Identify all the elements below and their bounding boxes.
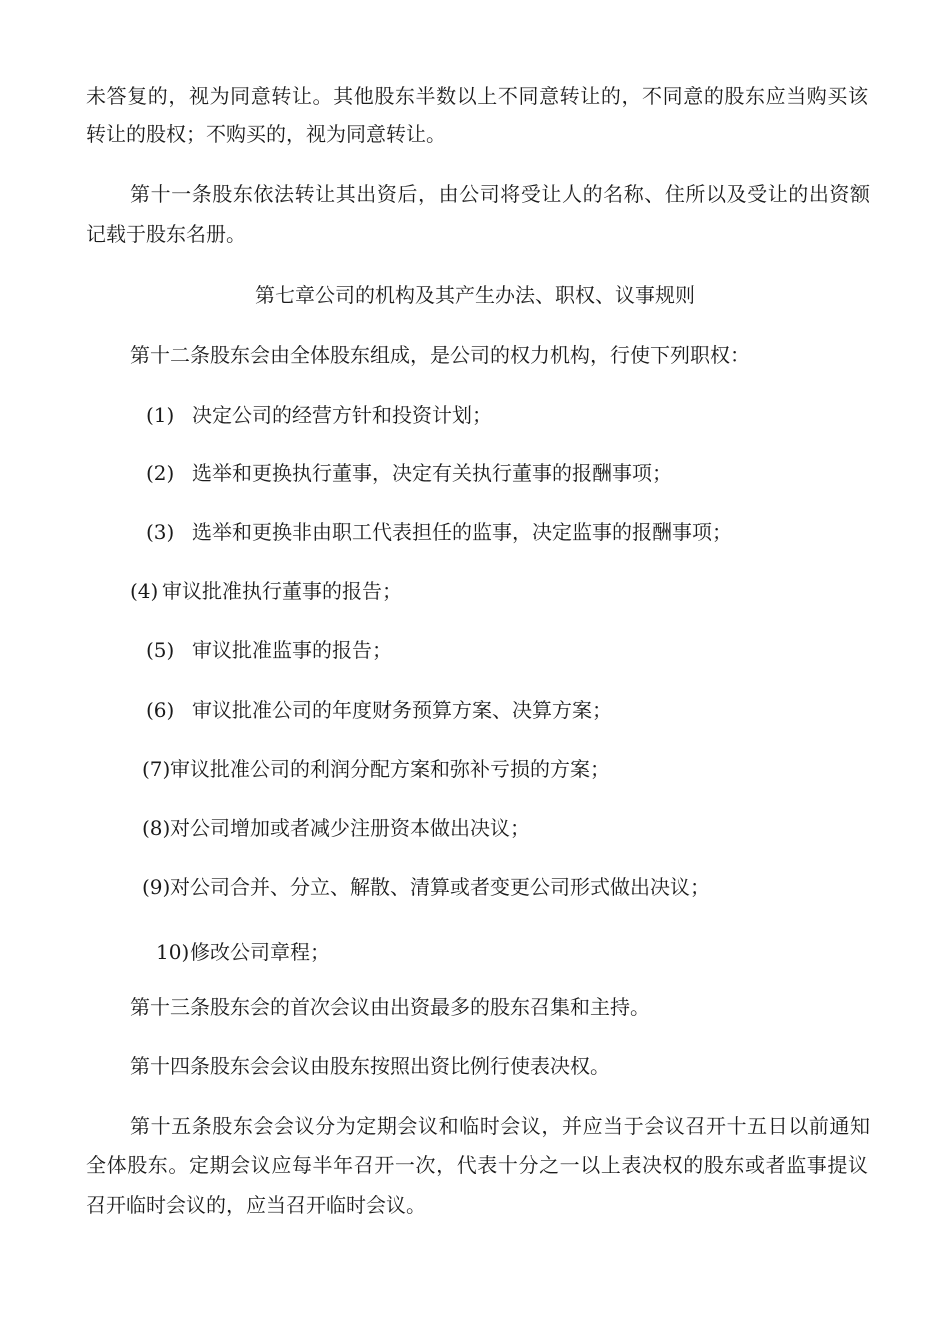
article-15-line: 第十五条股东会会议分为定期会议和临时会议，并应当于会议召开十五日以前通知 [130, 1114, 870, 1138]
list-item-text: 选举和更换非由职工代表担任的监事，决定监事的报酬事项； [192, 520, 732, 544]
article-11-line: 记载于股东名册。 [86, 222, 246, 246]
list-item-number: (7) [142, 757, 171, 781]
list-item-number: 10) [156, 940, 190, 964]
list-item-text: 审议批准公司的年度财务预算方案、决算方案； [192, 698, 612, 722]
list-item-text: 选举和更换执行董事，决定有关执行董事的报酬事项； [192, 461, 672, 485]
list-item-text: 决定公司的经营方针和投资计划； [192, 403, 492, 427]
list-item-text: 审议批准监事的报告； [192, 638, 392, 662]
list-item-text: 审议批准执行董事的报告； [162, 579, 402, 603]
article-15-line: 召开临时会议的，应当召开临时会议。 [86, 1193, 426, 1217]
list-item-number: (9) [142, 875, 171, 899]
list-item-number: (1) [146, 403, 175, 427]
list-item-text: 对公司增加或者减少注册资本做出决议； [170, 816, 530, 840]
paragraph-line: 未答复的，视为同意转让。其他股东半数以上不同意转让的，不同意的股东应当购买该 [86, 84, 868, 108]
article-14: 第十四条股东会会议由股东按照出资比例行使表决权。 [130, 1054, 610, 1078]
paragraph-line: 转让的股权；不购买的，视为同意转让。 [86, 122, 446, 146]
list-item-number: (3) [146, 520, 175, 544]
article-11-line: 第十一条股东依法转让其出资后，由公司将受让人的名称、住所以及受让的出资额 [130, 182, 870, 206]
list-item-text: 对公司合并、分立、解散、清算或者变更公司形式做出决议； [170, 875, 710, 899]
article-13: 第十三条股东会的首次会议由出资最多的股东召集和主持。 [130, 995, 650, 1019]
article-12: 第十二条股东会由全体股东组成，是公司的权力机构，行使下列职权： [130, 343, 750, 367]
article-15-line: 全体股东。定期会议应每半年召开一次，代表十分之一以上表决权的股东或者监事提议 [86, 1153, 868, 1177]
list-item-number: (2) [146, 461, 175, 485]
list-item-number: (8) [142, 816, 171, 840]
list-item-text: 审议批准公司的利润分配方案和弥补亏损的方案； [170, 757, 610, 781]
list-item-number: (5) [146, 638, 175, 662]
chapter-title: 第七章公司的机构及其产生办法、职权、议事规则 [255, 283, 695, 307]
list-item-text: 修改公司章程； [190, 940, 330, 964]
list-item-number: (4) [130, 579, 159, 603]
list-item-number: (6) [146, 698, 175, 722]
